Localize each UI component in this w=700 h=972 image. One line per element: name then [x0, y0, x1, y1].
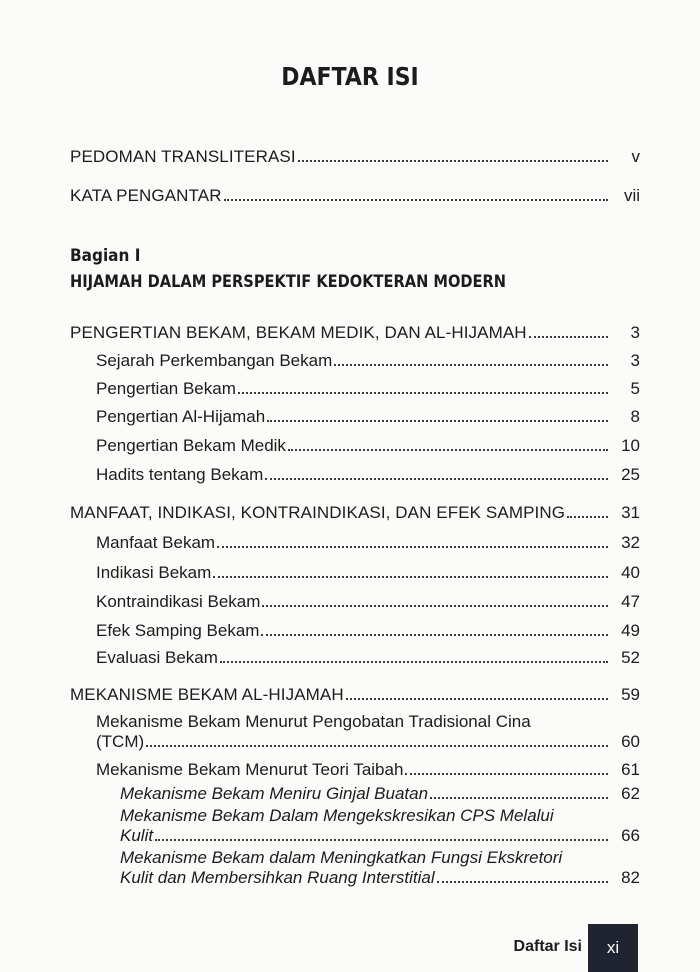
- dot-leader: [238, 392, 608, 394]
- toc-page-number: 25: [621, 465, 640, 484]
- dot-leader: [288, 449, 608, 451]
- dot-leader: [155, 839, 608, 841]
- dot-leader: [405, 773, 608, 775]
- toc-section[interactable]: [96, 760, 640, 780]
- toc-page-number: 10: [621, 436, 640, 455]
- toc-section-label: Hadits tentang Bekam: [96, 465, 264, 484]
- toc-section-label: Pengertian Bekam: [96, 379, 236, 398]
- toc-section-label: Indikasi Bekam: [96, 563, 212, 582]
- dot-leader: [224, 199, 608, 201]
- toc-section[interactable]: [96, 436, 640, 456]
- toc-section-label: Evaluasi Bekam: [96, 648, 218, 667]
- toc-subsection-multiline[interactable]: [120, 848, 640, 888]
- toc-chapter-3[interactable]: [70, 685, 640, 705]
- dot-leader: [220, 661, 608, 663]
- toc-section-label: Sejarah Perkembangan Bekam: [96, 351, 333, 370]
- toc-section[interactable]: [96, 648, 640, 668]
- toc-entry-kata-pengantar[interactable]: [70, 186, 640, 206]
- toc-page-number: v: [631, 147, 640, 166]
- toc-subsection[interactable]: [120, 784, 640, 804]
- toc-chapter-1[interactable]: [70, 323, 640, 343]
- dot-leader: [217, 546, 608, 548]
- dot-leader: [262, 605, 608, 607]
- dot-leader: [346, 698, 608, 700]
- toc-entry-pedoman-transliterasi[interactable]: [70, 147, 640, 167]
- dot-leader: [567, 516, 608, 518]
- toc-section[interactable]: [96, 379, 640, 399]
- toc-section-multiline[interactable]: [96, 712, 640, 752]
- toc-subsection-multiline[interactable]: [120, 806, 640, 846]
- toc-section[interactable]: [96, 533, 640, 553]
- toc-page-number: 82: [621, 868, 640, 887]
- page-title: DAFTAR ISI: [281, 62, 419, 91]
- toc-subsection-label-line1: Mekanisme Bekam Dalam Mengekskresikan CPS Melalui: [120, 806, 554, 825]
- toc-section-label: Manfaat Bekam: [96, 533, 216, 552]
- toc-page-number: 8: [630, 407, 640, 426]
- part-title: HIJAMAH DALAM PERSPEKTIF KEDOKTERAN MODERN: [70, 272, 507, 292]
- toc-section[interactable]: [96, 407, 640, 427]
- dot-leader: [265, 478, 608, 480]
- toc-subsection-label-line1: Mekanisme Bekam dalam Meningkatkan Fungsi Ekskretori: [120, 848, 563, 867]
- toc-chapter-label: MEKANISME BEKAM AL-HIJAMAH: [70, 685, 344, 704]
- toc-page-number: 40: [621, 563, 640, 582]
- toc-page-number: 3: [630, 323, 640, 342]
- toc-entry-label: PEDOMAN TRANSLITERASI: [70, 147, 296, 166]
- toc-section[interactable]: [96, 351, 640, 371]
- toc-section[interactable]: [96, 465, 640, 485]
- dot-leader: [261, 634, 608, 636]
- toc-page-number: 62: [621, 784, 640, 803]
- toc-section-label-line2: (TCM): [96, 732, 145, 751]
- dot-leader: [213, 576, 608, 578]
- toc-section[interactable]: [96, 592, 640, 612]
- toc-page-number: 32: [621, 533, 640, 552]
- toc-section-label: Kontraindikasi Bekam: [96, 592, 261, 611]
- dot-leader: [529, 336, 608, 338]
- dot-leader: [298, 160, 608, 162]
- toc-chapter-label: PENGERTIAN BEKAM, BEKAM MEDIK, DAN AL-HIJAMAH: [70, 323, 527, 342]
- dot-leader: [267, 420, 608, 422]
- dot-leader: [334, 364, 608, 366]
- dot-leader: [437, 881, 608, 883]
- toc-page-number: vii: [623, 186, 640, 205]
- toc-chapter-label: MANFAAT, INDIKASI, KONTRAINDIKASI, DAN EFEK SAMPING: [70, 503, 566, 522]
- toc-section-label: Pengertian Al-Hijamah: [96, 407, 266, 426]
- toc-page-number: 59: [621, 685, 640, 704]
- part-label: Bagian I: [70, 246, 141, 266]
- footer-page-number: xi: [588, 924, 638, 972]
- toc-subsection-label: Mekanisme Bekam Meniru Ginjal Buatan: [120, 784, 429, 803]
- toc-page-number: 49: [621, 621, 640, 640]
- toc-page-number: 60: [621, 732, 640, 751]
- toc-page-number: 61: [621, 760, 640, 779]
- dot-leader: [430, 797, 608, 799]
- toc-page-number: 31: [621, 503, 640, 522]
- dot-leader: [146, 745, 608, 747]
- toc-section[interactable]: [96, 563, 640, 583]
- toc-section[interactable]: [96, 621, 640, 641]
- toc-page-number: 3: [630, 351, 640, 370]
- toc-subsection-label-line2: Kulit dan Membersihkan Ruang Interstitial: [120, 868, 435, 887]
- toc-page-number: 5: [630, 379, 640, 398]
- footer-section-label: Daftar Isi: [513, 938, 582, 955]
- toc-chapter-2[interactable]: [70, 503, 640, 523]
- toc-section-label: Efek Samping Bekam: [96, 621, 260, 640]
- toc-page-number: 47: [621, 592, 640, 611]
- toc-page-number: 66: [621, 826, 640, 845]
- toc-section-label: Mekanisme Bekam Menurut Teori Taibah: [96, 760, 404, 779]
- toc-section-label: Pengertian Bekam Medik: [96, 436, 286, 455]
- toc-entry-label: KATA PENGANTAR: [70, 186, 222, 205]
- toc-section-label-line1: Mekanisme Bekam Menurut Pengobatan Tradisional Cina: [96, 712, 531, 731]
- toc-page-number: 52: [621, 648, 640, 667]
- toc-subsection-label-line2: Kulit: [120, 826, 154, 845]
